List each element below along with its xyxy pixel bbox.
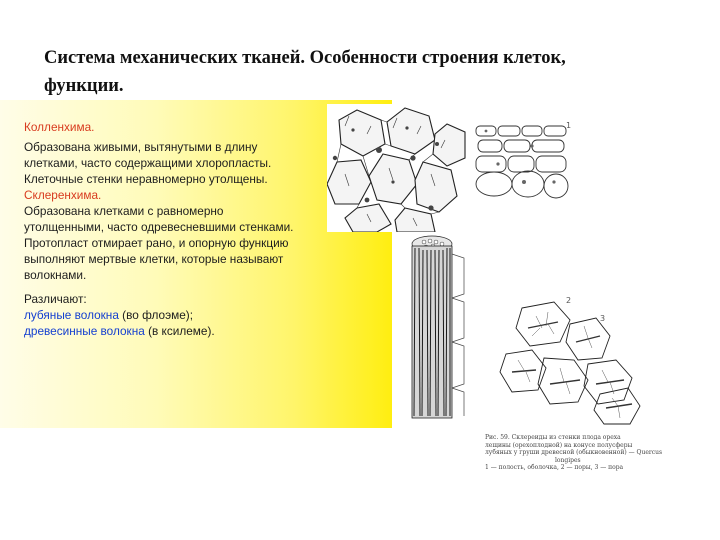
figure-marker-3: 3 [600,314,606,323]
caption-line: лещины (орехоплодной) на конусе полусферы [485,441,633,449]
collenchyma-heading: Колленхима. [24,120,95,134]
wood-fibers-term: древесинные волокна [24,324,145,338]
wood-fibers-note: (в ксилеме). [144,324,215,338]
sclereids-figure [492,298,642,426]
sclerenchyma-line: выполняют мертвые клетки, которые называют [24,252,284,266]
figure-marker-2: 2 [566,296,572,305]
slide-title [44,44,644,100]
collenchyma-line: Клеточные стенки неравномерно утолщены. [24,172,268,186]
sclerenchyma-line: волокнами. [24,268,87,282]
caption-line: Рис. 59. Склереиды из стенки плода ореха [485,434,621,441]
distinguish-label: Различают: [24,292,87,306]
bast-fibers-line [24,307,193,323]
sclerenchyma-heading: Склеренхима. [24,188,102,202]
title-line-1: Система механических тканей. Особенности строения клеток, [44,48,566,68]
collenchyma-line: клетками, часто содержащими хлоропласты. [24,156,272,170]
bast-fibers-term: лубяные волокна [24,308,119,322]
caption-line: лубяных у груши древесной (обыкновенной) — Quercus [485,449,663,457]
caption-line: longipes [555,456,581,464]
bast-fibers-note: (во флоэме); [118,308,193,322]
wood-fibers-line [24,323,215,339]
elongated-cells-figure [474,122,570,202]
sclerenchyma-line: Образована клетками с равномерно [24,204,224,218]
title-line-2: функции. [44,76,124,96]
figure-marker-1: 1 [566,121,572,130]
caption-line: 1 — полость, оболочка, 2 — поры, 3 — пора [485,464,624,472]
collenchyma-cross-section-figure [327,104,467,232]
collenchyma-line: Образована живыми, вытянутыми в длину [24,140,258,154]
sclerenchyma-line: Протопласт отмирает рано, и опорную функцию [24,236,289,250]
sclerenchyma-line: утолщенными, часто одревесневшими стенками. [24,220,294,234]
fiber-bundle-figure [402,234,472,420]
figure-caption [485,434,663,472]
